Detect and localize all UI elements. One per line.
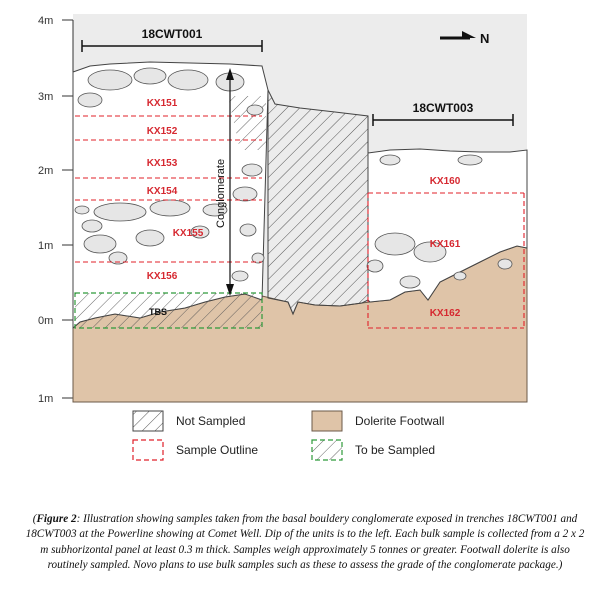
to-be-sampled-zone <box>75 293 262 328</box>
sample-label: KX156 <box>146 271 178 282</box>
axis-tick-label: 1m <box>38 240 54 252</box>
trench-label-left: 18CWT001 <box>141 27 203 41</box>
sample-label: KX161 <box>429 239 461 250</box>
sample-label: KX160 <box>429 176 461 187</box>
caption-label: Figure 2 <box>36 513 77 525</box>
legend-label-dolerite: Dolerite Footwall <box>355 414 445 428</box>
sample-label: KX162 <box>429 308 461 319</box>
legend-swatch-not-sampled <box>133 411 163 431</box>
legend <box>133 411 444 460</box>
footwall-label: TBS <box>149 307 167 317</box>
not-sampled-middle <box>268 90 368 314</box>
figure-caption: (Figure 2: Illustration showing samples taken from the basal bouldery conglomerate exposed in trenches 18CWT001 and 18CWT003 at the Powerline showing at Comet Well. Dip of the units is to the left. Each bulk sample is collected from a 2 x 2 m subhorizontal panel at least 0.3 m thick. Samples weigh approximately 5 tonnes or greater. Footwall dolerite is also routinely sampled. Novo plans to use bulk samples such as these to assess the grade of the conglomerate package.) <box>25 513 585 572</box>
axis-tick-label: 1m <box>38 393 54 405</box>
axis-tick-label: 3m <box>38 91 54 103</box>
legend-swatch-sample-outline <box>133 440 163 460</box>
sample-label: KX154 <box>146 186 178 197</box>
sample-label: KX155 <box>172 228 204 239</box>
legend-swatch-to-be-sampled <box>312 440 342 460</box>
legend-label-to-be-sampled: To be Sampled <box>355 443 436 457</box>
axis-tick-label: 4m <box>38 15 54 27</box>
caption-text: Illustration showing samples taken from the basal bouldery conglomerate exposed in trenches 18CWT001 and 18CWT003 at the Powerline showing at Comet Well. Dip of the units is to the left. Each bulk sample is collected from a 2 x 2 m subhorizontal panel at least 0.3 m thick. Samples weigh approximately 5 tonnes or greater. Footwall dolerite is also routinely sampled. Novo plans to use bulk samples such as these to assess the grade of the conglomerate package. <box>25 513 585 572</box>
north-label: N <box>480 31 490 46</box>
trench-label-right: 18CWT003 <box>412 101 474 115</box>
depth-axis <box>38 15 73 405</box>
legend-label-sample-outline: Sample Outline <box>176 443 259 457</box>
sample-label: KX153 <box>146 158 178 169</box>
unit-label: Conglomerate <box>215 158 227 228</box>
legend-label-not-sampled: Not Sampled <box>176 414 246 428</box>
axis-tick-label: 0m <box>38 315 54 327</box>
sample-label: KX152 <box>146 126 178 137</box>
sample-label: KX151 <box>146 98 178 109</box>
legend-swatch-dolerite <box>312 411 342 431</box>
axis-tick-label: 2m <box>38 165 54 177</box>
